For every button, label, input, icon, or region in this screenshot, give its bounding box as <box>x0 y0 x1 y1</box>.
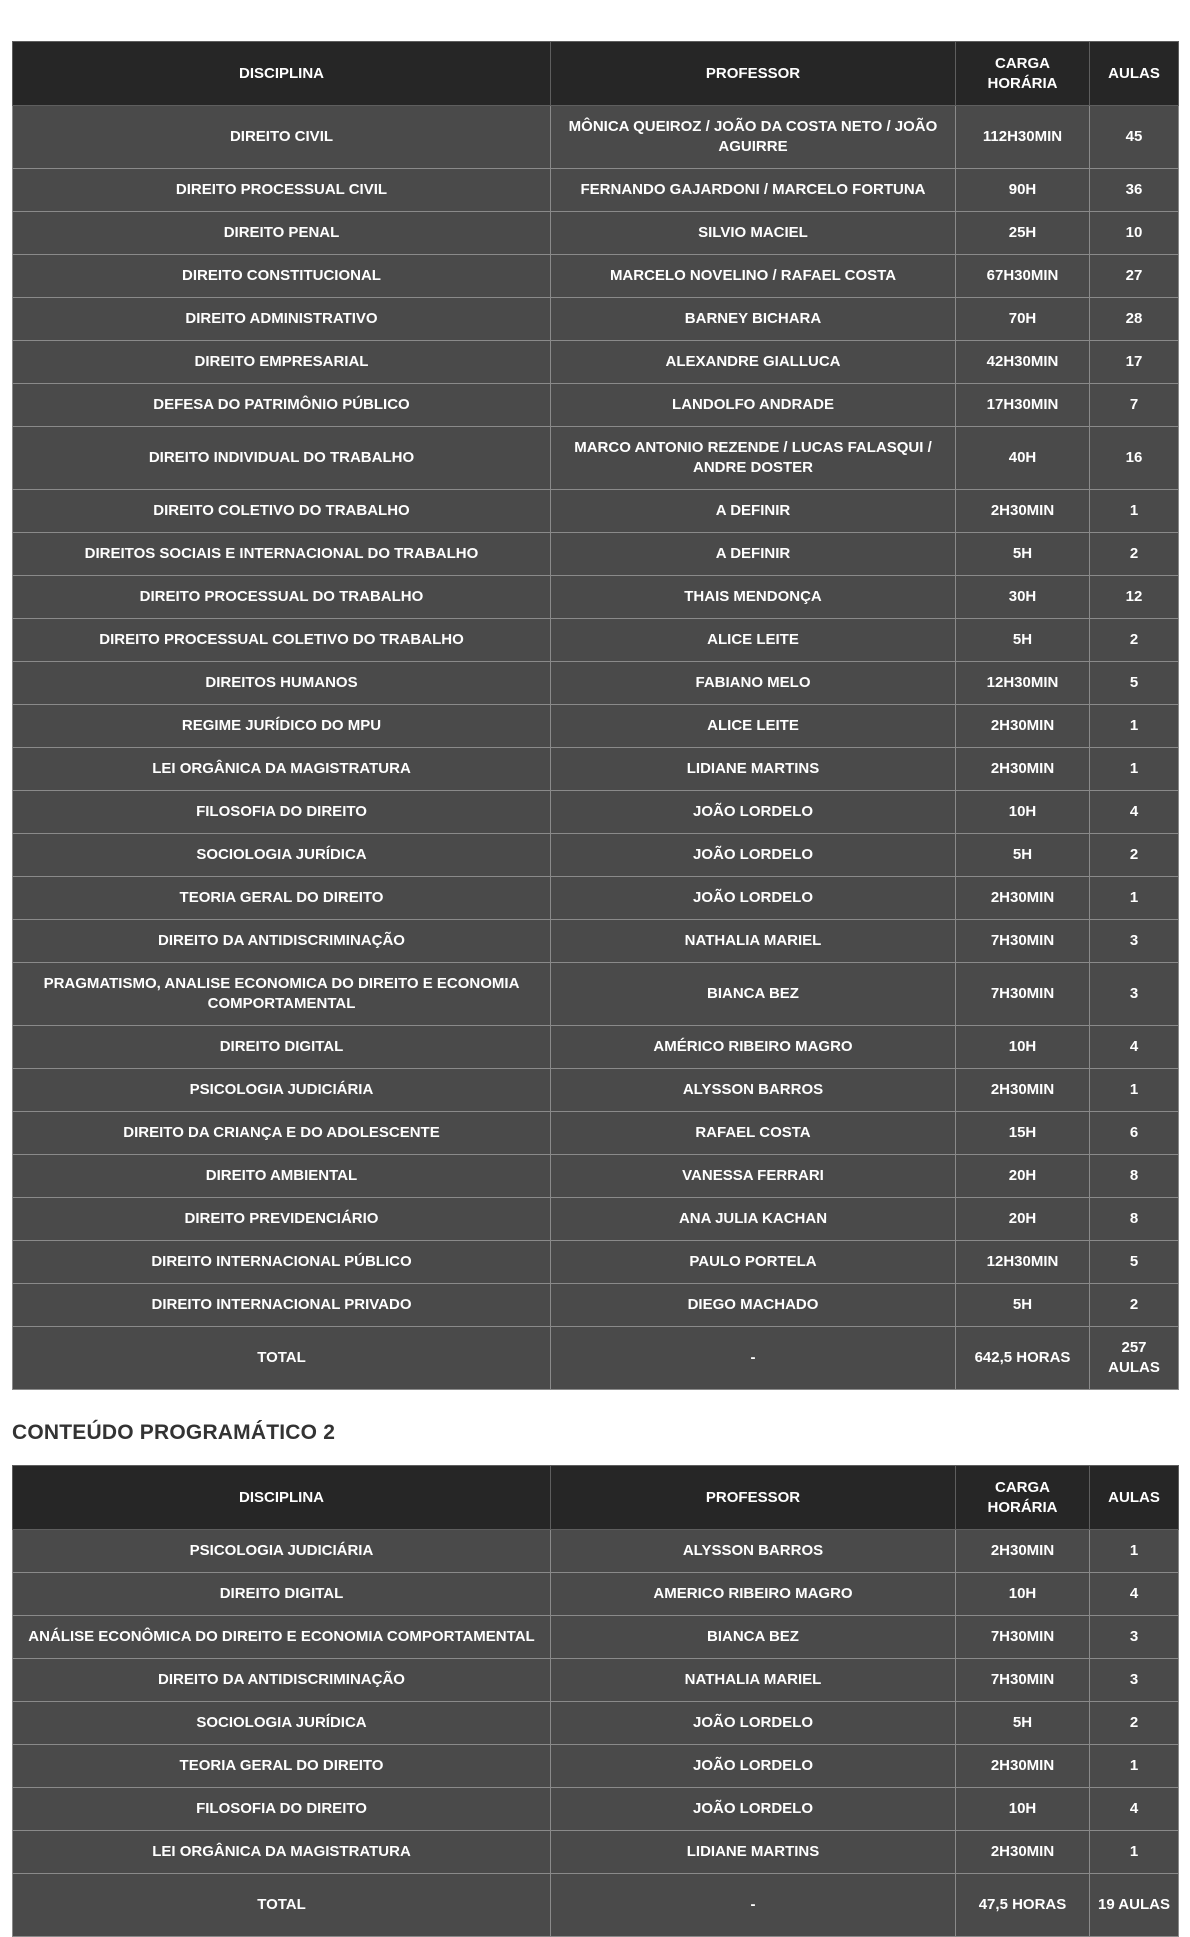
table-1-body <box>13 106 1179 1390</box>
professor-cell: JOÃO LORDELO <box>551 877 956 920</box>
aulas-cell: 2 <box>1090 1702 1179 1745</box>
professor-cell: ANA JULIA KACHAN <box>551 1198 956 1241</box>
professor-cell: AMERICO RIBEIRO MAGRO <box>551 1573 956 1616</box>
table-row <box>13 963 1179 1026</box>
professor-cell: FERNANDO GAJARDONI / MARCELO FORTUNA <box>551 169 956 212</box>
carga-horaria-cell: 2H30MIN <box>956 1530 1090 1573</box>
aulas-cell: 36 <box>1090 169 1179 212</box>
disciplina-cell: TEORIA GERAL DO DIREITO <box>13 877 551 920</box>
aulas-cell: 4 <box>1090 791 1179 834</box>
aulas-cell: 4 <box>1090 1573 1179 1616</box>
table-row <box>13 1745 1179 1788</box>
aulas-cell: 4 <box>1090 1788 1179 1831</box>
aulas-cell: 8 <box>1090 1198 1179 1241</box>
table-row <box>13 255 1179 298</box>
table-row <box>13 791 1179 834</box>
carga-horaria-cell: 20H <box>956 1155 1090 1198</box>
aulas-cell: 3 <box>1090 920 1179 963</box>
table-row <box>13 1573 1179 1616</box>
disciplina-cell: TOTAL <box>13 1874 551 1937</box>
disciplina-cell: DEFESA DO PATRIMÔNIO PÚBLICO <box>13 384 551 427</box>
disciplina-cell: DIREITO INTERNACIONAL PRIVADO <box>13 1284 551 1327</box>
disciplina-cell: FILOSOFIA DO DIREITO <box>13 1788 551 1831</box>
table-row <box>13 1112 1179 1155</box>
aulas-cell: 2 <box>1090 1284 1179 1327</box>
professor-cell: DIEGO MACHADO <box>551 1284 956 1327</box>
professor-cell: MÔNICA QUEIROZ / JOÃO DA COSTA NETO / JOÃO AGUIRRE <box>551 106 956 169</box>
carga-horaria-cell: 5H <box>956 1702 1090 1745</box>
disciplina-cell: DIREITO EMPRESARIAL <box>13 341 551 384</box>
carga-horaria-cell: 2H30MIN <box>956 1069 1090 1112</box>
aulas-cell: 3 <box>1090 1616 1179 1659</box>
table-row <box>13 1702 1179 1745</box>
professor-cell: FABIANO MELO <box>551 662 956 705</box>
disciplina-cell: DIREITO DA CRIANÇA E DO ADOLESCENTE <box>13 1112 551 1155</box>
carga-horaria-cell: 10H <box>956 1026 1090 1069</box>
carga-horaria-cell: 12H30MIN <box>956 662 1090 705</box>
aulas-cell: 257 AULAS <box>1090 1327 1179 1390</box>
professor-cell: NATHALIA MARIEL <box>551 920 956 963</box>
disciplina-cell: DIREITO ADMINISTRATIVO <box>13 298 551 341</box>
carga-horaria-cell: 2H30MIN <box>956 490 1090 533</box>
table-row <box>13 1155 1179 1198</box>
total-row <box>13 1327 1179 1390</box>
professor-cell: JOÃO LORDELO <box>551 791 956 834</box>
aulas-cell: 1 <box>1090 1069 1179 1112</box>
disciplina-cell: LEI ORGÂNICA DA MAGISTRATURA <box>13 1831 551 1874</box>
disciplina-cell: DIREITO PREVIDENCIÁRIO <box>13 1198 551 1241</box>
professor-cell: BIANCA BEZ <box>551 963 956 1026</box>
table-2-body <box>13 1530 1179 1937</box>
table-row <box>13 1788 1179 1831</box>
header-disciplina: DISCIPLINA <box>13 42 551 106</box>
aulas-cell: 5 <box>1090 1241 1179 1284</box>
disciplina-cell: ANÁLISE ECONÔMICA DO DIREITO E ECONOMIA COMPORTAMENTAL <box>13 1616 551 1659</box>
professor-cell: RAFAEL COSTA <box>551 1112 956 1155</box>
table-row <box>13 427 1179 490</box>
carga-horaria-cell: 42H30MIN <box>956 341 1090 384</box>
header-aulas: AULAS <box>1090 42 1179 106</box>
carga-horaria-cell: 7H30MIN <box>956 920 1090 963</box>
carga-horaria-cell: 2H30MIN <box>956 1831 1090 1874</box>
professor-cell: ALICE LEITE <box>551 619 956 662</box>
carga-horaria-cell: 7H30MIN <box>956 963 1090 1026</box>
table-row <box>13 920 1179 963</box>
carga-horaria-cell: 2H30MIN <box>956 705 1090 748</box>
table-row <box>13 169 1179 212</box>
table-row <box>13 619 1179 662</box>
aulas-cell: 17 <box>1090 341 1179 384</box>
professor-cell: JOÃO LORDELO <box>551 1788 956 1831</box>
professor-cell: - <box>551 1874 956 1937</box>
carga-horaria-cell: 20H <box>956 1198 1090 1241</box>
table-row <box>13 877 1179 920</box>
table-row <box>13 1241 1179 1284</box>
table-row <box>13 662 1179 705</box>
disciplina-cell: PSICOLOGIA JUDICIÁRIA <box>13 1069 551 1112</box>
carga-horaria-cell: 5H <box>956 834 1090 877</box>
aulas-cell: 4 <box>1090 1026 1179 1069</box>
disciplina-cell: DIREITO PROCESSUAL DO TRABALHO <box>13 576 551 619</box>
carga-horaria-cell: 25H <box>956 212 1090 255</box>
disciplina-cell: PRAGMATISMO, ANALISE ECONOMICA DO DIREITO E ECONOMIA COMPORTAMENTAL <box>13 963 551 1026</box>
disciplina-cell: SOCIOLOGIA JURÍDICA <box>13 834 551 877</box>
disciplina-cell: DIREITO DIGITAL <box>13 1026 551 1069</box>
professor-cell: PAULO PORTELA <box>551 1241 956 1284</box>
disciplina-cell: DIREITO CIVIL <box>13 106 551 169</box>
professor-cell: VANESSA FERRARI <box>551 1155 956 1198</box>
disciplina-cell: DIREITO DIGITAL <box>13 1573 551 1616</box>
disciplina-cell: FILOSOFIA DO DIREITO <box>13 791 551 834</box>
aulas-cell: 3 <box>1090 1659 1179 1702</box>
disciplina-cell: DIREITO PENAL <box>13 212 551 255</box>
aulas-cell: 19 AULAS <box>1090 1874 1179 1937</box>
disciplina-cell: TEORIA GERAL DO DIREITO <box>13 1745 551 1788</box>
schedule-table-2-container <box>12 1465 1178 1937</box>
header-professor: PROFESSOR <box>551 42 956 106</box>
carga-horaria-cell: 10H <box>956 1573 1090 1616</box>
header-professor: PROFESSOR <box>551 1466 956 1530</box>
table-row <box>13 1284 1179 1327</box>
carga-horaria-cell: 30H <box>956 576 1090 619</box>
disciplina-cell: DIREITO COLETIVO DO TRABALHO <box>13 490 551 533</box>
carga-horaria-cell: 2H30MIN <box>956 1745 1090 1788</box>
professor-cell: MARCO ANTONIO REZENDE / LUCAS FALASQUI / ANDRE DOSTER <box>551 427 956 490</box>
disciplina-cell: DIREITOS SOCIAIS E INTERNACIONAL DO TRABALHO <box>13 533 551 576</box>
aulas-cell: 7 <box>1090 384 1179 427</box>
disciplina-cell: DIREITO PROCESSUAL COLETIVO DO TRABALHO <box>13 619 551 662</box>
professor-cell: LIDIANE MARTINS <box>551 1831 956 1874</box>
professor-cell: ALYSSON BARROS <box>551 1530 956 1573</box>
professor-cell: MARCELO NOVELINO / RAFAEL COSTA <box>551 255 956 298</box>
professor-cell: LIDIANE MARTINS <box>551 748 956 791</box>
section-2-title: CONTEÚDO PROGRAMÁTICO 2 <box>12 1421 336 1444</box>
aulas-cell: 28 <box>1090 298 1179 341</box>
aulas-cell: 10 <box>1090 212 1179 255</box>
table-header-row <box>13 42 1179 106</box>
table-row <box>13 576 1179 619</box>
table-row <box>13 212 1179 255</box>
aulas-cell: 1 <box>1090 877 1179 920</box>
professor-cell: SILVIO MACIEL <box>551 212 956 255</box>
carga-horaria-cell: 67H30MIN <box>956 255 1090 298</box>
disciplina-cell: DIREITO INDIVIDUAL DO TRABALHO <box>13 427 551 490</box>
carga-horaria-cell: 7H30MIN <box>956 1659 1090 1702</box>
professor-cell: - <box>551 1327 956 1390</box>
aulas-cell: 3 <box>1090 963 1179 1026</box>
professor-cell: ALYSSON BARROS <box>551 1069 956 1112</box>
disciplina-cell: LEI ORGÂNICA DA MAGISTRATURA <box>13 748 551 791</box>
carga-horaria-cell: 5H <box>956 619 1090 662</box>
disciplina-cell: TOTAL <box>13 1327 551 1390</box>
disciplina-cell: SOCIOLOGIA JURÍDICA <box>13 1702 551 1745</box>
table-row <box>13 384 1179 427</box>
professor-cell: JOÃO LORDELO <box>551 834 956 877</box>
professor-cell: BARNEY BICHARA <box>551 298 956 341</box>
table-row <box>13 1069 1179 1112</box>
professor-cell: A DEFINIR <box>551 490 956 533</box>
table-row <box>13 705 1179 748</box>
aulas-cell: 1 <box>1090 748 1179 791</box>
header-disciplina: DISCIPLINA <box>13 1466 551 1530</box>
professor-cell: ALEXANDRE GIALLUCA <box>551 341 956 384</box>
table-row <box>13 1198 1179 1241</box>
carga-horaria-cell: 112H30MIN <box>956 106 1090 169</box>
table-row <box>13 490 1179 533</box>
disciplina-cell: DIREITO CONSTITUCIONAL <box>13 255 551 298</box>
carga-horaria-cell: 2H30MIN <box>956 748 1090 791</box>
aulas-cell: 16 <box>1090 427 1179 490</box>
disciplina-cell: DIREITO INTERNACIONAL PÚBLICO <box>13 1241 551 1284</box>
aulas-cell: 12 <box>1090 576 1179 619</box>
carga-horaria-cell: 15H <box>956 1112 1090 1155</box>
total-row <box>13 1874 1179 1937</box>
aulas-cell: 1 <box>1090 1831 1179 1874</box>
carga-horaria-cell: 47,5 HORAS <box>956 1874 1090 1937</box>
header-carga-horaria: CARGA HORÁRIA <box>956 1466 1090 1530</box>
header-aulas: AULAS <box>1090 1466 1179 1530</box>
carga-horaria-cell: 90H <box>956 169 1090 212</box>
aulas-cell: 2 <box>1090 533 1179 576</box>
carga-horaria-cell: 17H30MIN <box>956 384 1090 427</box>
aulas-cell: 2 <box>1090 619 1179 662</box>
table-row <box>13 1026 1179 1069</box>
aulas-cell: 6 <box>1090 1112 1179 1155</box>
disciplina-cell: DIREITOS HUMANOS <box>13 662 551 705</box>
table-row <box>13 1659 1179 1702</box>
professor-cell: THAIS MENDONÇA <box>551 576 956 619</box>
carga-horaria-cell: 70H <box>956 298 1090 341</box>
aulas-cell: 27 <box>1090 255 1179 298</box>
aulas-cell: 45 <box>1090 106 1179 169</box>
table-row <box>13 106 1179 169</box>
table-row <box>13 341 1179 384</box>
disciplina-cell: DIREITO DA ANTIDISCRIMINAÇÃO <box>13 920 551 963</box>
aulas-cell: 1 <box>1090 490 1179 533</box>
carga-horaria-cell: 5H <box>956 1284 1090 1327</box>
professor-cell: JOÃO LORDELO <box>551 1702 956 1745</box>
table-row <box>13 298 1179 341</box>
professor-cell: NATHALIA MARIEL <box>551 1659 956 1702</box>
carga-horaria-cell: 10H <box>956 791 1090 834</box>
carga-horaria-cell: 10H <box>956 1788 1090 1831</box>
carga-horaria-cell: 642,5 HORAS <box>956 1327 1090 1390</box>
table-row <box>13 1530 1179 1573</box>
table-header-row <box>13 1466 1179 1530</box>
aulas-cell: 1 <box>1090 1530 1179 1573</box>
professor-cell: LANDOLFO ANDRADE <box>551 384 956 427</box>
carga-horaria-cell: 5H <box>956 533 1090 576</box>
schedule-table-2 <box>12 1465 1179 1937</box>
schedule-table-1 <box>12 41 1179 1390</box>
professor-cell: A DEFINIR <box>551 533 956 576</box>
carga-horaria-cell: 2H30MIN <box>956 877 1090 920</box>
professor-cell: ALICE LEITE <box>551 705 956 748</box>
schedule-table-1-container <box>12 41 1178 1390</box>
table-row <box>13 533 1179 576</box>
header-carga-horaria: CARGA HORÁRIA <box>956 42 1090 106</box>
carga-horaria-cell: 12H30MIN <box>956 1241 1090 1284</box>
disciplina-cell: DIREITO AMBIENTAL <box>13 1155 551 1198</box>
aulas-cell: 2 <box>1090 834 1179 877</box>
table-row <box>13 1616 1179 1659</box>
disciplina-cell: REGIME JURÍDICO DO MPU <box>13 705 551 748</box>
professor-cell: AMÉRICO RIBEIRO MAGRO <box>551 1026 956 1069</box>
table-row <box>13 1831 1179 1874</box>
aulas-cell: 1 <box>1090 1745 1179 1788</box>
aulas-cell: 5 <box>1090 662 1179 705</box>
table-row <box>13 748 1179 791</box>
professor-cell: JOÃO LORDELO <box>551 1745 956 1788</box>
disciplina-cell: DIREITO PROCESSUAL CIVIL <box>13 169 551 212</box>
aulas-cell: 1 <box>1090 705 1179 748</box>
professor-cell: BIANCA BEZ <box>551 1616 956 1659</box>
carga-horaria-cell: 7H30MIN <box>956 1616 1090 1659</box>
disciplina-cell: DIREITO DA ANTIDISCRIMINAÇÃO <box>13 1659 551 1702</box>
table-row <box>13 834 1179 877</box>
aulas-cell: 8 <box>1090 1155 1179 1198</box>
disciplina-cell: PSICOLOGIA JUDICIÁRIA <box>13 1530 551 1573</box>
carga-horaria-cell: 40H <box>956 427 1090 490</box>
